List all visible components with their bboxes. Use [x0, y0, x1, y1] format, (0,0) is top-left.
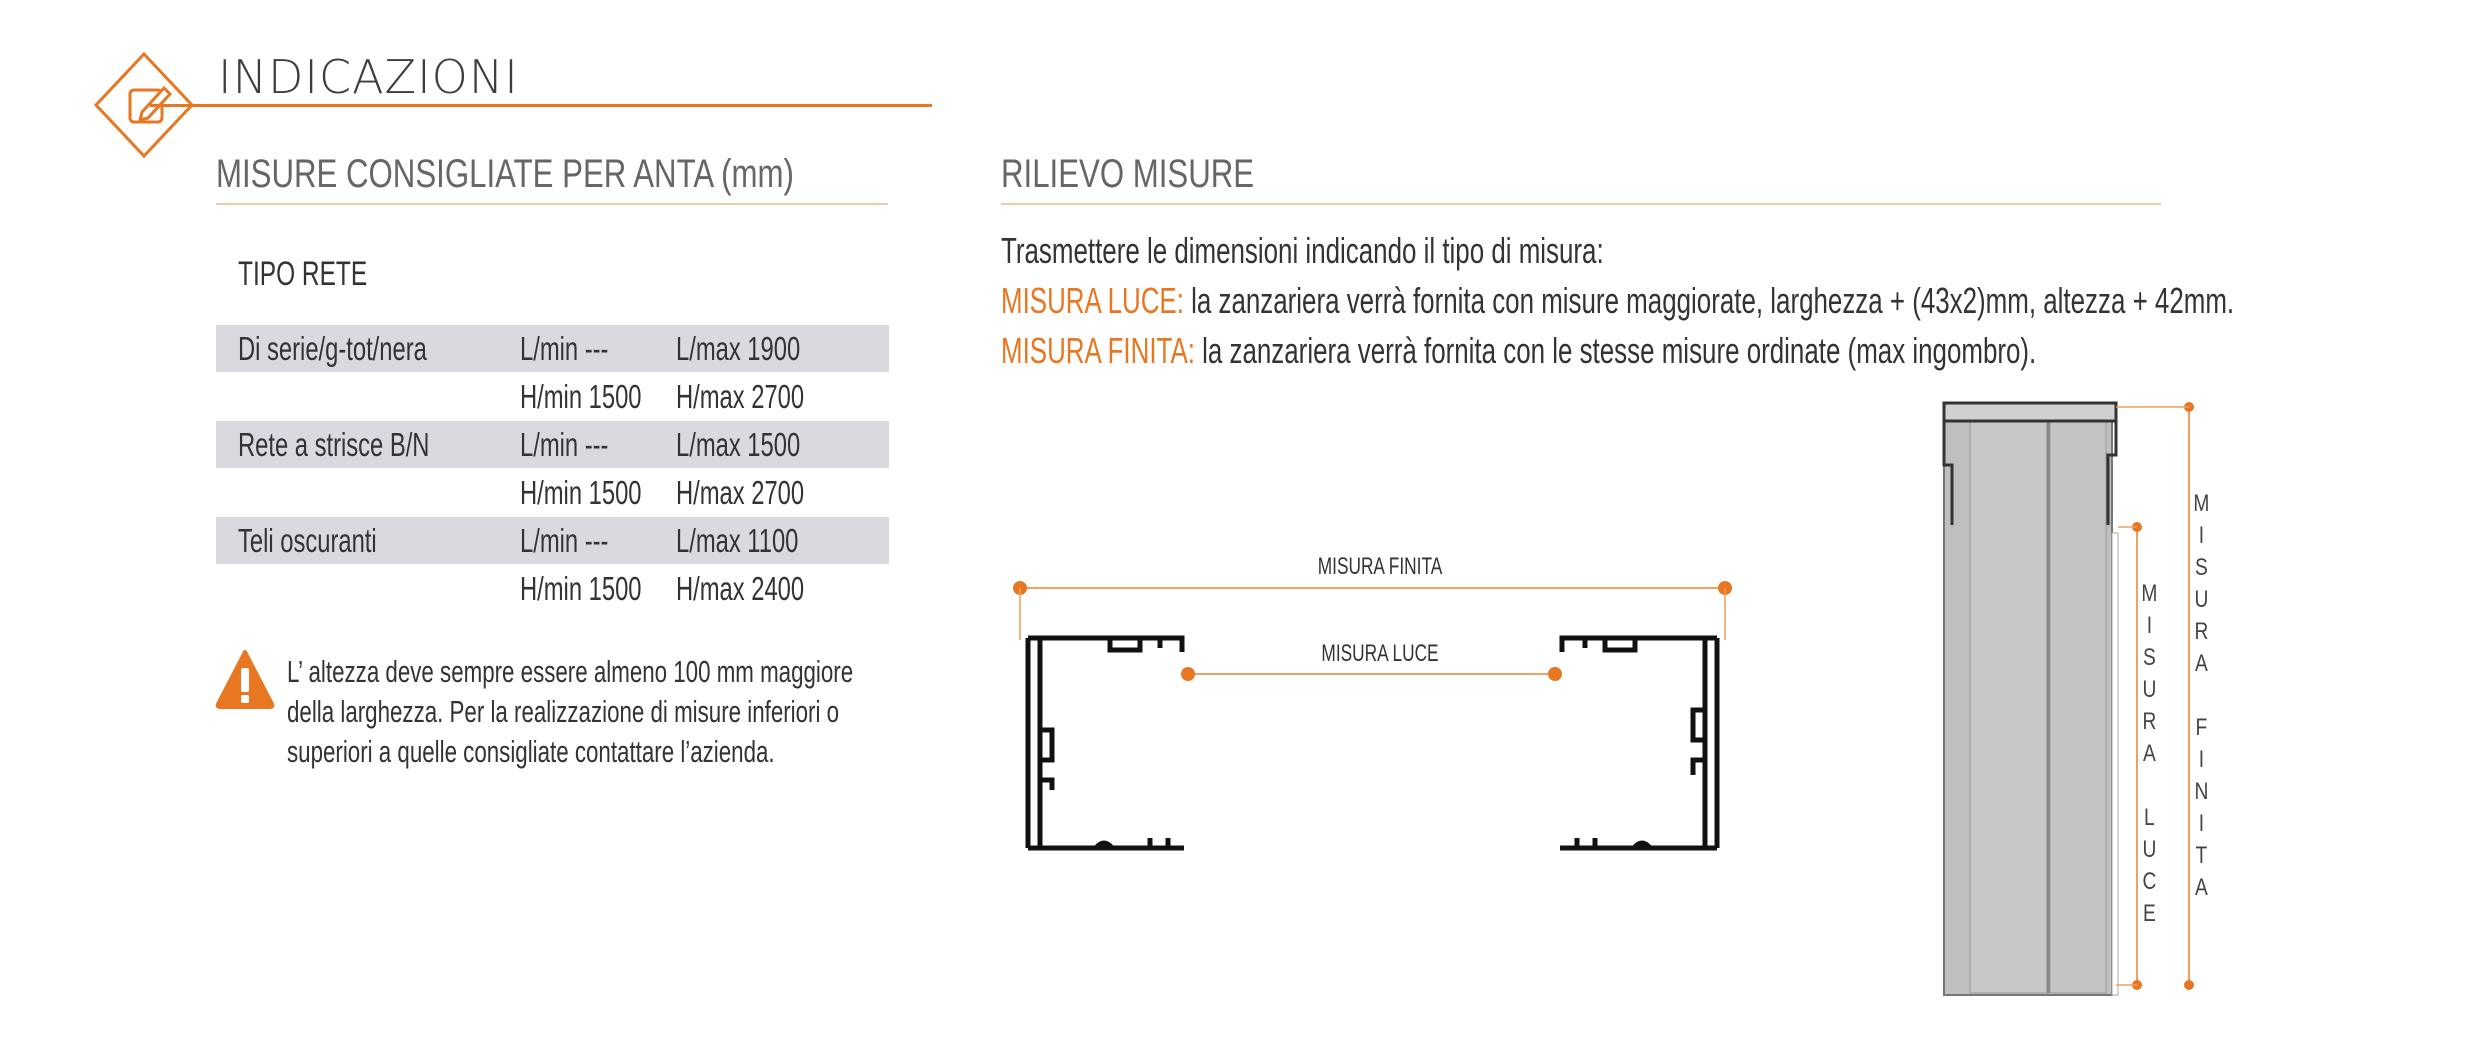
- finita-dimension-label: [1240, 553, 1520, 581]
- max-cell: H/max 2700: [676, 474, 805, 511]
- right-section-divider: [1001, 203, 2161, 205]
- warning-line: L’ altezza deve sempre essere almeno 100 mm maggiore: [287, 654, 854, 689]
- table-row: [216, 421, 889, 468]
- min-cell: H/min 1500: [520, 378, 642, 415]
- max-cell: L/max 1100: [676, 522, 799, 559]
- net-type-cell: Di serie/g-tot/nera: [238, 330, 427, 367]
- min-cell: H/min 1500: [520, 570, 642, 607]
- left-section-divider: [216, 203, 888, 205]
- vertical-section-diagram: [1930, 395, 2220, 1005]
- luce-dimension-label: [1240, 640, 1520, 668]
- vertical-luce-label: [2136, 580, 2166, 932]
- intro-text: Trasmettere le dimensioni indicando il tipo di misura:: [1001, 230, 1604, 271]
- max-cell: H/max 2400: [676, 570, 805, 607]
- right-section-title: RILIEVO MISURE: [1001, 152, 1255, 196]
- table-row: [216, 469, 889, 516]
- header-divider: [150, 104, 932, 107]
- vertical-finita-label: [2188, 490, 2218, 906]
- vertical-luce-text: MISURA LUCE: [2138, 580, 2161, 932]
- luce-diagram-label: MISURA LUCE: [1321, 640, 1439, 667]
- finita-description: [1001, 330, 2036, 372]
- min-cell: L/min ---: [520, 426, 609, 463]
- max-cell: H/max 2700: [676, 378, 805, 415]
- page-title: INDICAZIONI: [218, 50, 519, 104]
- max-cell: L/max 1500: [676, 426, 801, 463]
- warning-line: della larghezza. Per la realizzazione di misure inferiori o: [287, 694, 840, 729]
- luce-text: la zanzariera verrà fornita con misure maggiorate, larghezza + (43x2)mm, altezza + 42mm.: [1183, 280, 2235, 321]
- finita-diagram-label: MISURA FINITA: [1317, 553, 1443, 580]
- luce-label: MISURA LUCE:: [1001, 280, 1184, 321]
- net-type-cell: Rete a strisce B/N: [238, 426, 430, 463]
- min-cell: L/min ---: [520, 522, 609, 559]
- table-subtitle: TIPO RETE: [238, 255, 368, 293]
- min-cell: L/min ---: [520, 330, 609, 367]
- min-cell: H/min 1500: [520, 474, 642, 511]
- max-cell: L/max 1900: [676, 330, 801, 367]
- table-row: [216, 325, 889, 372]
- warning-line: superiori a quelle consigliate contattare l’azienda.: [287, 734, 775, 769]
- luce-description: [1001, 280, 2234, 322]
- finita-label: MISURA FINITA:: [1001, 330, 1195, 371]
- vertical-finita-text: MISURA FINITA: [2190, 490, 2213, 906]
- table-row: [216, 373, 889, 420]
- table-row: [216, 517, 889, 564]
- table-row: [216, 565, 889, 612]
- warning-icon: [214, 648, 276, 710]
- left-section-title: MISURE CONSIGLIATE PER ANTA (mm): [216, 152, 794, 196]
- horizontal-section-diagram: [1000, 540, 1760, 860]
- finita-text: la zanzariera verrà fornita con le stesse misure ordinate (max ingombro).: [1194, 330, 2037, 371]
- net-type-cell: Teli oscuranti: [238, 522, 377, 559]
